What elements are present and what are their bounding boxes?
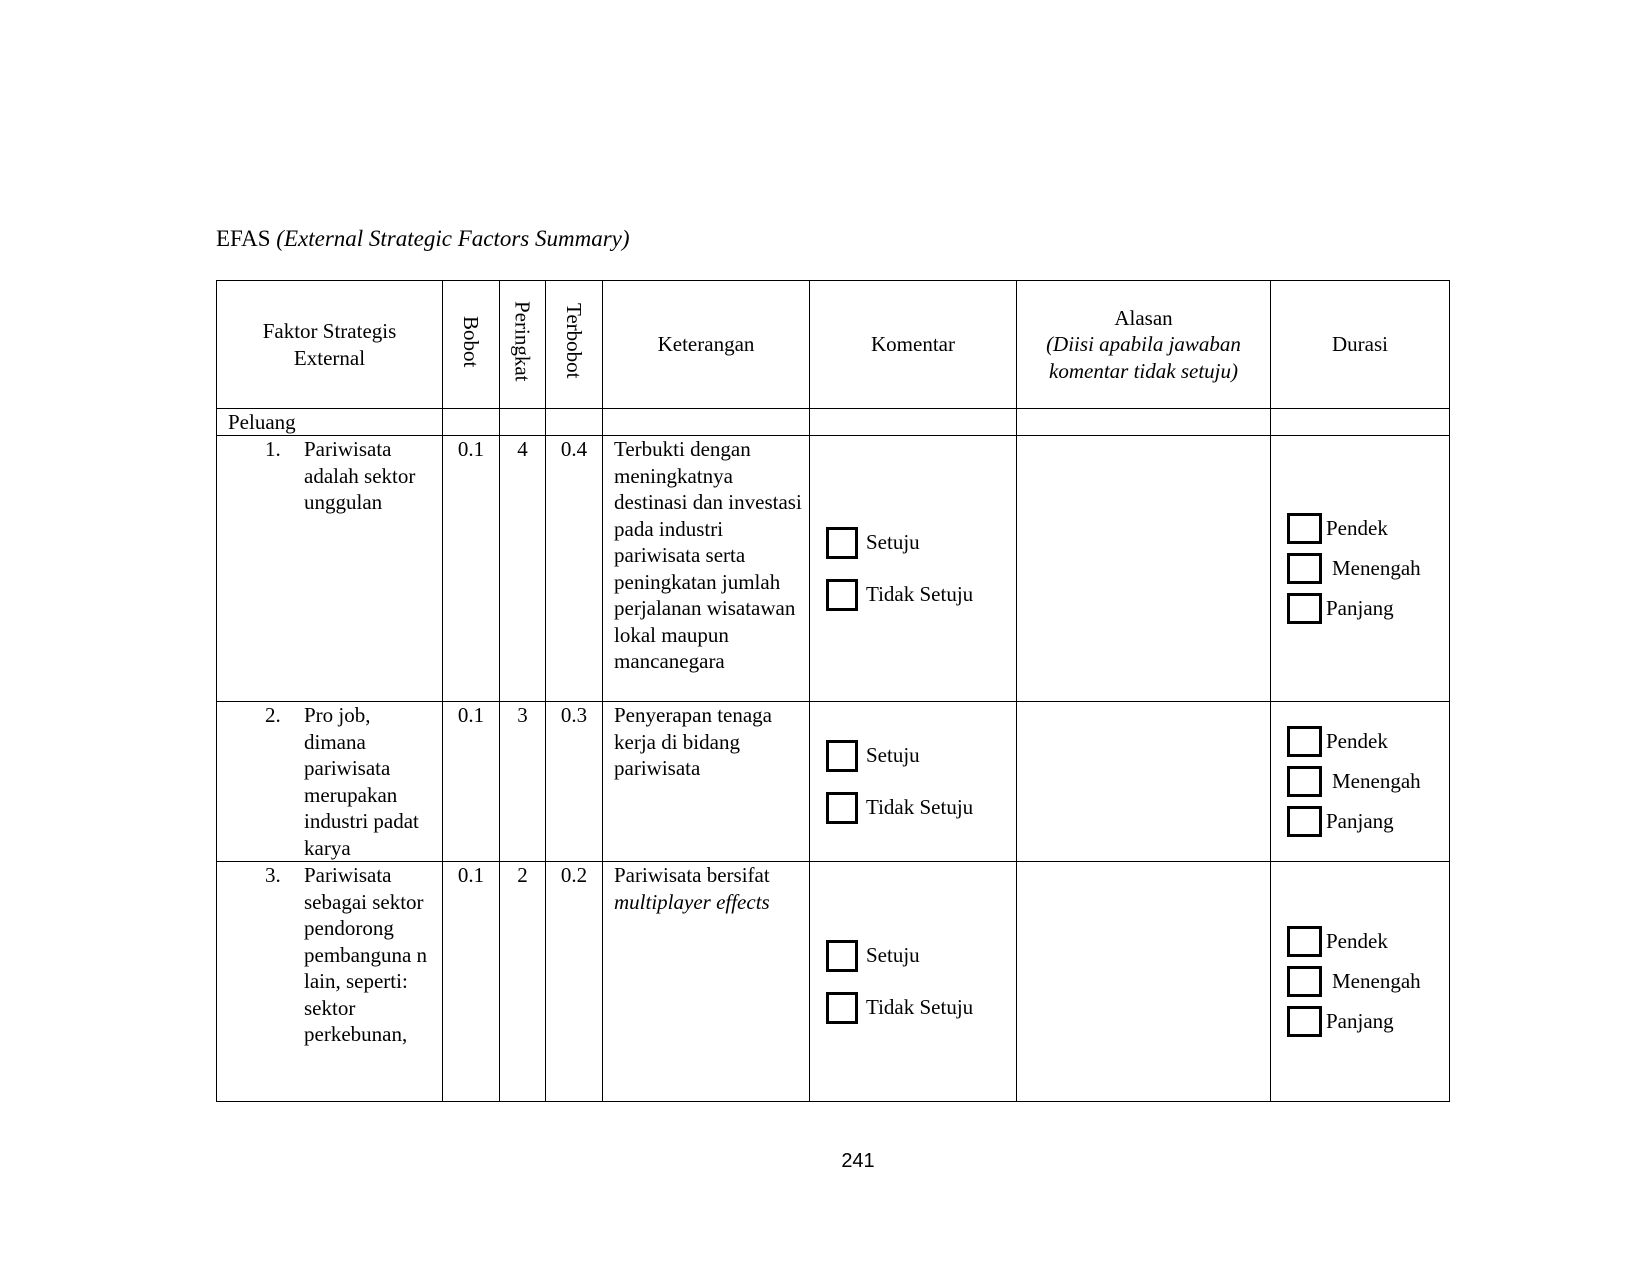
factor-cell: 3. Pariwisata sebagai sektor pendorong pembanguna n lain, seperti: sektor perkebunan, — [217, 862, 443, 1102]
menengah-label: Menengah — [1332, 769, 1421, 794]
header-faktor: Faktor Strategis External — [217, 281, 443, 409]
tidak-setuju-label: Tidak Setuju — [866, 582, 974, 607]
tidak-setuju-option[interactable] — [810, 782, 1016, 834]
keterangan-cell: Pariwisata bersifat multiplayer effects — [603, 862, 810, 1102]
setuju-option[interactable] — [810, 930, 1016, 982]
terbobot-cell: 0.3 — [546, 702, 603, 862]
panjang-checkbox[interactable] — [1287, 806, 1322, 837]
factor-cell: 2. Pro job, dimana pariwisata merupakan industri padat karya — [217, 702, 443, 862]
durasi-cell — [1271, 862, 1450, 1102]
pendek-option[interactable] — [1271, 509, 1449, 549]
menengah-checkbox[interactable] — [1287, 553, 1322, 584]
menengah-checkbox[interactable] — [1287, 966, 1322, 997]
alasan-cell[interactable] — [1017, 436, 1271, 702]
pendek-label: Pendek — [1326, 516, 1388, 541]
keterangan-cell: Terbukti dengan meningkatnya destinasi dan investasi pada industri pariwisata serta peningkatan jumlah perjalanan wisatawan lokal maupun mancanegara — [603, 436, 810, 702]
pendek-label: Pendek — [1326, 729, 1388, 754]
panjang-option[interactable] — [1271, 589, 1449, 629]
pendek-option[interactable] — [1271, 922, 1449, 962]
header-peringkat: Peringkat — [500, 281, 546, 409]
alasan-cell[interactable] — [1017, 702, 1271, 862]
panjang-label: Panjang — [1326, 596, 1394, 621]
panjang-label: Panjang — [1326, 809, 1394, 834]
bobot-cell: 0.1 — [443, 436, 500, 702]
tidak-setuju-option[interactable] — [810, 569, 1016, 621]
panjang-label: Panjang — [1326, 1009, 1394, 1034]
tidak-setuju-option[interactable] — [810, 982, 1016, 1034]
menengah-label: Menengah — [1332, 969, 1421, 994]
pendek-checkbox[interactable] — [1287, 513, 1322, 544]
page-title — [216, 224, 630, 254]
panjang-option[interactable] — [1271, 802, 1449, 842]
efas-table — [216, 280, 1450, 1102]
keterangan-cell: Penyerapan tenaga kerja di bidang pariwisata — [603, 702, 810, 862]
pendek-checkbox[interactable] — [1287, 726, 1322, 757]
setuju-checkbox[interactable] — [826, 527, 858, 559]
table-row — [217, 862, 1450, 1102]
menengah-checkbox[interactable] — [1287, 766, 1322, 797]
menengah-option[interactable] — [1271, 962, 1449, 1002]
pendek-label: Pendek — [1326, 929, 1388, 954]
setuju-label: Setuju — [866, 743, 920, 768]
bobot-cell: 0.1 — [443, 862, 500, 1102]
durasi-cell — [1271, 436, 1450, 702]
page-number: 241 — [841, 1150, 875, 1172]
header-komentar: Komentar — [810, 281, 1017, 409]
header-bobot: Bobot — [443, 281, 500, 409]
menengah-option[interactable] — [1271, 549, 1449, 589]
tidak-setuju-label: Tidak Setuju — [866, 795, 974, 820]
header-alasan: Alasan (Diisi apabila jawaban komentar tidak setuju) — [1017, 281, 1271, 409]
header-terbobot: Terbobot — [546, 281, 603, 409]
durasi-cell — [1271, 702, 1450, 862]
table-row — [217, 436, 1450, 702]
pendek-option[interactable] — [1271, 722, 1449, 762]
bobot-cell: 0.1 — [443, 702, 500, 862]
setuju-option[interactable] — [810, 730, 1016, 782]
header-durasi: Durasi — [1271, 281, 1450, 409]
header-row — [217, 281, 1450, 409]
terbobot-cell: 0.2 — [546, 862, 603, 1102]
setuju-label: Setuju — [866, 530, 920, 555]
komentar-cell — [810, 702, 1017, 862]
setuju-checkbox[interactable] — [826, 940, 858, 972]
pendek-checkbox[interactable] — [1287, 926, 1322, 957]
tidak-setuju-label: Tidak Setuju — [866, 995, 974, 1020]
factor-cell: 1. Pariwisata adalah sektor unggulan — [217, 436, 443, 702]
menengah-label: Menengah — [1332, 556, 1421, 581]
terbobot-cell: 0.4 — [546, 436, 603, 702]
setuju-label: Setuju — [866, 943, 920, 968]
peringkat-cell: 3 — [500, 702, 546, 862]
title-main: EFAS — [216, 226, 271, 251]
tidak-setuju-checkbox[interactable] — [826, 792, 858, 824]
tidak-setuju-checkbox[interactable] — [826, 579, 858, 611]
setuju-option[interactable] — [810, 517, 1016, 569]
panjang-checkbox[interactable] — [1287, 593, 1322, 624]
title-subtitle: (External Strategic Factors Summary) — [276, 226, 630, 251]
section-row — [217, 409, 1450, 436]
komentar-cell — [810, 862, 1017, 1102]
header-keterangan: Keterangan — [603, 281, 810, 409]
komentar-cell — [810, 436, 1017, 702]
section-label: Peluang — [217, 409, 443, 436]
peringkat-cell: 2 — [500, 862, 546, 1102]
panjang-option[interactable] — [1271, 1002, 1449, 1042]
peringkat-cell: 4 — [500, 436, 546, 702]
setuju-checkbox[interactable] — [826, 740, 858, 772]
table-row — [217, 702, 1450, 862]
menengah-option[interactable] — [1271, 762, 1449, 802]
tidak-setuju-checkbox[interactable] — [826, 992, 858, 1024]
alasan-cell[interactable] — [1017, 862, 1271, 1102]
panjang-checkbox[interactable] — [1287, 1006, 1322, 1037]
